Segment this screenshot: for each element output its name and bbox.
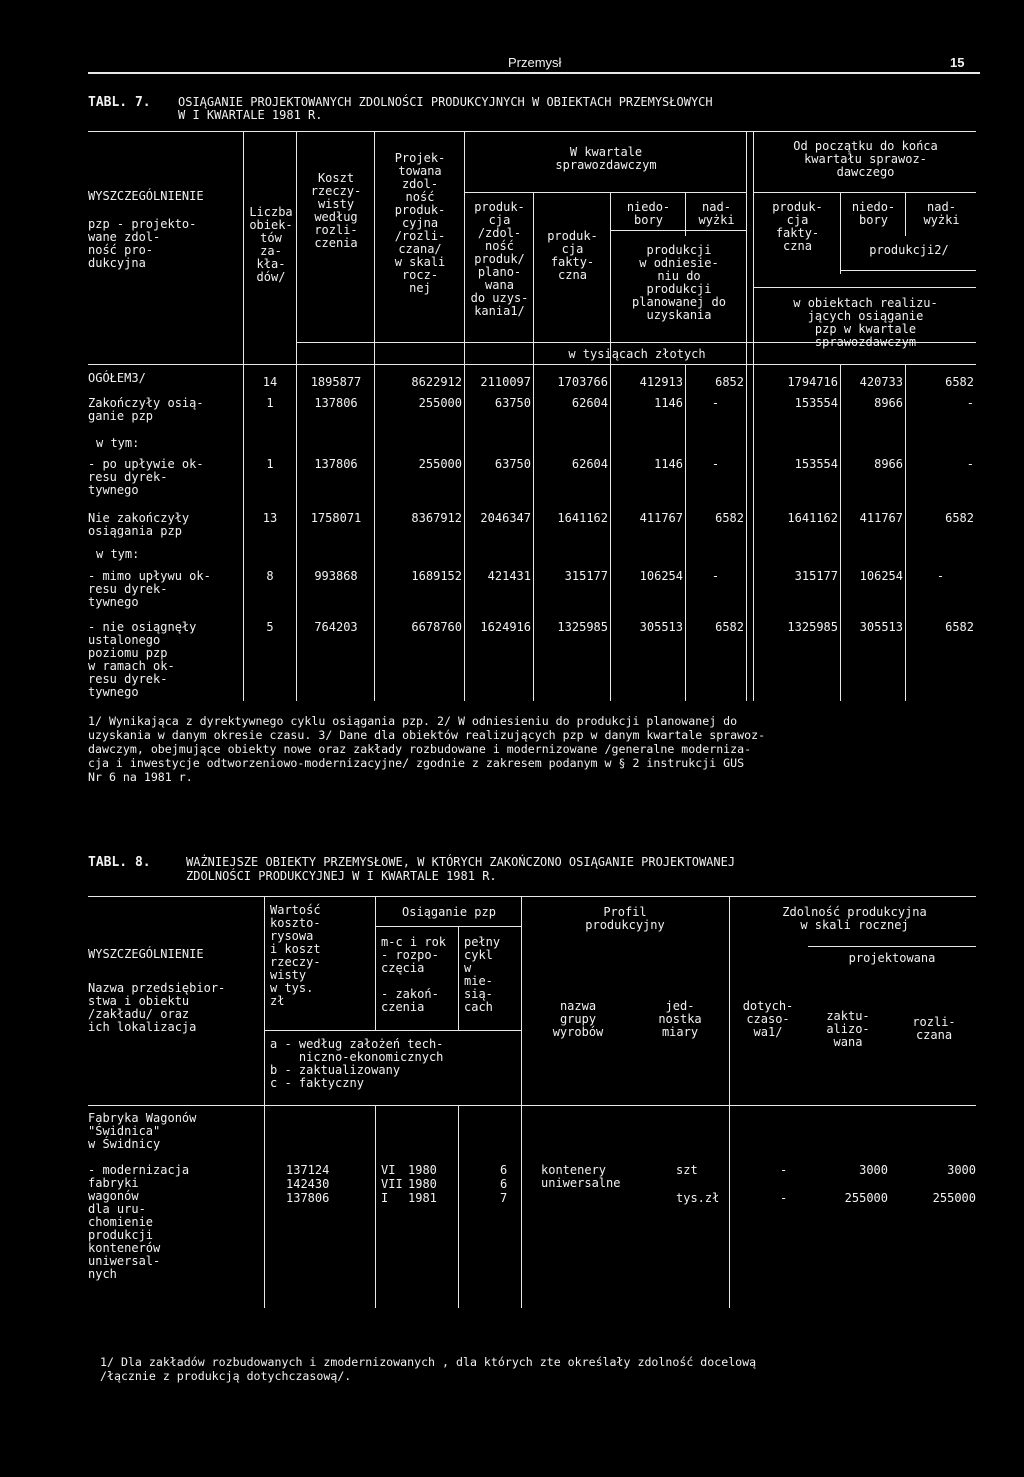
t7-header-capacity: Projek- towana zdol- ność produk- cyjna /rozli- czana/ w skali rocz- nej: [394, 151, 446, 295]
t7-header-cost: Koszt rzeczy- wisty według rozli- czenia: [310, 171, 362, 250]
t7-cell: 153554: [794, 457, 838, 471]
t8-cycle: 7: [500, 1191, 508, 1205]
t7-header-actual: produk- cja fakty- czna: [547, 229, 598, 282]
t7-header-since-note: w obiektach realizu- jących osiąganie pzp w kwartale sprawozdawczym: [793, 296, 938, 349]
t7-cell: 255000: [418, 457, 462, 471]
t7-cell: 1624916: [480, 620, 531, 634]
table7-title-line2: W I KWARTALE 1981 R.: [178, 108, 323, 122]
table8-label: TABL. 8.: [88, 855, 151, 870]
t7-cell: 1: [266, 396, 274, 410]
page-number: 15: [950, 55, 965, 70]
t8-header-capacity: Zdolność produkcyjna w skali rocznej: [782, 905, 927, 932]
t8-header-profile: Profil produkcyjny: [585, 905, 665, 932]
t7-cell: 421431: [487, 569, 531, 583]
t7-row-label: w tym:: [96, 547, 140, 561]
t8-prev: -: [780, 1163, 788, 1177]
t8-unit: tys.zł: [676, 1191, 720, 1205]
t8-prev: -: [780, 1191, 788, 1205]
t8-year: 1981: [408, 1191, 437, 1205]
t7-cell: 8: [266, 569, 274, 583]
t8-header-achieve: Osiąganie pzp: [402, 905, 496, 919]
t7-footnote: 1/ Wynikająca z dyrektywnego cyklu osiągania pzp. 2/ W odniesieniu do produkcji planowanej do uzyskania w danym okresie czasu. 3/ Dane dla obiektów realizujących pzp w danym kwartale sprawoz- dawczym, obejmujące obiekty nowe oraz zakłady rozbudowane i modernizowane /generalne moderniza- cja i inwestycje odtworzeniowo-modernizacyjne/ zgodnie z zakresem podanym w § 2 instrukcji GUS Nr 6 na 1981 r.: [88, 714, 766, 784]
t7-cell: 1146: [654, 457, 683, 471]
t7-cell: -: [711, 457, 720, 471]
t7-cell: 1146: [654, 396, 683, 410]
t7-cell: -: [966, 457, 974, 471]
t7-cell: 305513: [859, 620, 903, 634]
t7-cell: 1325985: [557, 620, 608, 634]
t8-item: - modernizacja fabryki wagonów dla uru- chomienie produkcji kontenerów uniwersal- nych: [88, 1163, 190, 1281]
t7-cell: 411767: [859, 511, 903, 525]
t7-header-unit: w tysiącach złotych: [568, 347, 706, 361]
header-rule: [88, 72, 980, 74]
t7-cell: 1703766: [557, 375, 608, 389]
t8-value: 137806: [286, 1191, 330, 1205]
t8-header-prev: dotych- czaso- wa1/: [742, 999, 794, 1039]
t7-cell: 1689152: [411, 569, 462, 583]
t7-cell: 2110097: [480, 375, 531, 389]
t7-cell: 412913: [639, 375, 683, 389]
t7-cell: 14: [262, 375, 278, 389]
t7-cell: 420733: [859, 375, 903, 389]
t7-row-label: Zakończyły osią- ganie pzp: [88, 396, 204, 423]
t8-cycle: 6: [500, 1177, 508, 1191]
t8-year: 1980: [408, 1163, 437, 1177]
t8-header-value: Wartość koszto- rysowa i koszt rzeczy- wisty w tys. zł: [270, 903, 321, 1008]
t7-cell: 5: [266, 620, 274, 634]
t7-cell: 411767: [639, 511, 683, 525]
t7-cell: 6582: [715, 511, 744, 525]
t7-header-quarter: W kwartale sprawozdawczym: [555, 145, 657, 172]
t7-header-since-surplus: nad- wyżki: [923, 200, 960, 227]
t7-header-since-shortfall: niedo- bory: [851, 200, 896, 227]
t7-header-since-actual: produk- cja fakty- czna: [772, 200, 823, 253]
t7-header-shortfall: niedo- bory: [626, 200, 671, 227]
t7-row-label: - mimo upływu ok- resu dyrek- tywnego: [88, 569, 211, 609]
t8-settled: 3000: [947, 1163, 976, 1177]
t8-year: 1980: [408, 1177, 437, 1191]
t7-cell: 8966: [874, 457, 903, 471]
t8-entity: Fabryka Wagonów "Świdnica" w Świdnicy: [88, 1111, 197, 1151]
t7-cell: 1794716: [787, 375, 838, 389]
t7-cell: 62604: [571, 457, 608, 471]
t7-cell: 106254: [639, 569, 683, 583]
t7-cell: 153554: [794, 396, 838, 410]
t8-cycle: 6: [500, 1163, 508, 1177]
t7-header-spec: WYSZCZEGÓLNIENIE: [88, 189, 204, 203]
t7-cell: -: [936, 569, 945, 583]
t8-header-cycle: pełny cykl w mie- sią- cach: [464, 935, 501, 1014]
t7-cell: 764203: [314, 620, 358, 634]
t8-group-name: kontenery uniwersalne: [541, 1163, 621, 1190]
t7-row-label: - po upływie ok- resu dyrek- tywnego: [88, 457, 204, 497]
t7-header-since: Od początku do końca kwartału sprawoz- dawczego: [793, 139, 938, 179]
t7-cell: 1641162: [557, 511, 608, 525]
t8-updated: 3000: [859, 1163, 888, 1177]
table8-title-line2: ZDOLNOŚCI PRODUKCYJNEJ W I KWARTALE 1981 R.: [186, 869, 497, 883]
t8-header-settled: rozli- czana: [912, 1015, 956, 1042]
section-title: Przemysł: [508, 55, 562, 70]
t7-cell: 8966: [874, 396, 903, 410]
t7-cell: 8622912: [411, 375, 462, 389]
t8-header-projected: projektowana: [848, 951, 936, 965]
t7-cell: -: [711, 396, 720, 410]
t7-cell: 315177: [794, 569, 838, 583]
t8-header-group: nazwa grupy wyrobów: [552, 999, 604, 1039]
t8-updated: 255000: [844, 1191, 888, 1205]
t7-cell: 6582: [945, 620, 974, 634]
t8-value: 137124: [286, 1163, 330, 1177]
t7-cell: 1641162: [787, 511, 838, 525]
t7-header-surplus: nad- wyżki: [698, 200, 735, 227]
t7-cell: 6582: [945, 511, 974, 525]
t7-cell: 137806: [314, 457, 358, 471]
table7-title-line1: OSIĄGANIE PROJEKTOWANYCH ZDOLNOŚCI PRODUKCYJNYCH W OBIEKTACH PRZEMYSŁOWYCH: [178, 95, 713, 109]
t7-cell: 137806: [314, 396, 358, 410]
t8-header-month: m-c i rok - rozpo- częcia - zakoń- czenia: [381, 935, 447, 1014]
t7-row-label: Nie zakończyły osiągania pzp: [88, 511, 190, 538]
t7-cell: 2046347: [480, 511, 531, 525]
t8-settled: 255000: [932, 1191, 976, 1205]
t7-cell: -: [711, 569, 720, 583]
t7-cell: 63750: [494, 396, 531, 410]
t7-cell: 315177: [564, 569, 608, 583]
t8-header-measure: jed- nostka miary: [658, 999, 702, 1039]
t7-cell: 62604: [571, 396, 608, 410]
t8-header-legend: a - według założeń tech- niczno-ekonomicznych b - zaktualizowany c - faktyczny: [270, 1037, 444, 1090]
t7-cell: 1758071: [310, 511, 362, 525]
t7-cell: 305513: [639, 620, 683, 634]
t7-header-since-rel: produkcji2/: [869, 243, 949, 257]
t7-header-planned: produk- cja /zdol- ność produk/ plano- wana do uzys- kania1/: [470, 200, 529, 318]
t8-unit: szt: [676, 1163, 698, 1177]
t7-cell: 255000: [418, 396, 462, 410]
t8-month: VI: [381, 1163, 396, 1177]
t7-cell: 1325985: [787, 620, 838, 634]
t8-month: VII: [381, 1177, 403, 1191]
t7-row-label: w tym:: [96, 436, 140, 450]
t7-cell: 993868: [314, 569, 358, 583]
t7-row-label: OGÓŁEM3/: [88, 371, 146, 385]
t8-value: 142430: [286, 1177, 330, 1191]
t7-cell: -: [966, 396, 974, 410]
t8-footnote: 1/ Dla zakładów rozbudowanych i zmodernizowanych , dla których zte określały zdolność docelową /łącznie z produkcją dotychczasową/.: [100, 1355, 757, 1383]
t7-cell: 6582: [715, 620, 744, 634]
t7-cell: 6582: [945, 375, 974, 389]
t7-row-label: - nie osiągnęły ustalonego poziomu pzp w ramach ok- resu dyrek- tywnego: [88, 620, 197, 699]
t7-cell: 6678760: [411, 620, 462, 634]
t7-cell: 1895877: [310, 375, 362, 389]
t8-header-entity: Nazwa przedsiębior- stwa i obiektu /zakładu/ oraz ich lokalizacja: [88, 981, 226, 1034]
t8-header-spec: WYSZCZEGÓLNIENIE: [88, 947, 204, 961]
t7-cell: 1: [266, 457, 274, 471]
t7-header-pzp-note: pzp - projekto- wane zdol- ność pro- dukcyjna: [88, 217, 197, 270]
t7-cell: 6852: [715, 375, 744, 389]
t8-header-updated: zaktu- alizo- wana: [826, 1009, 870, 1049]
t7-cell: 63750: [494, 457, 531, 471]
t7-header-count: Liczba obiek- tów za- kła- dów/: [249, 205, 293, 284]
t7-header-relative: produkcji w odniesie- niu do produkcji planowanej do uzyskania: [632, 243, 726, 322]
t7-cell: 106254: [859, 569, 903, 583]
t8-month: I: [381, 1191, 389, 1205]
table7-label: TABL. 7.: [88, 95, 151, 110]
t7-cell: 8367912: [411, 511, 462, 525]
t7-cell: 13: [262, 511, 278, 525]
table8-title-line1: WAŻNIEJSZE OBIEKTY PRZEMYSŁOWE, W KTÓRYCH ZAKOŃCZONO OSIĄGANIE PROJEKTOWANEJ: [186, 855, 736, 869]
